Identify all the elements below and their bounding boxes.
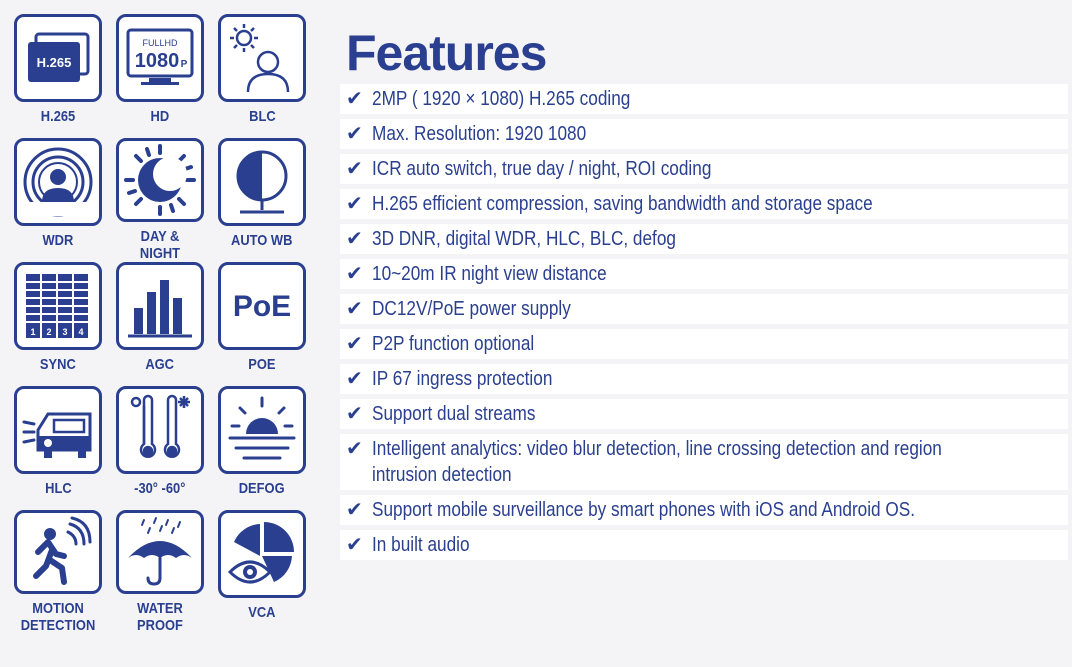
tile-label: HD (150, 108, 170, 125)
hd-p-text: P (180, 59, 188, 70)
checkmark-icon: ✔ (346, 123, 363, 145)
feature-text: H.265 efficient compression, saving bandwidth and storage space (372, 193, 873, 215)
feature-item (340, 84, 1068, 114)
wdr-person-waves-icon (14, 138, 102, 226)
checkmark-icon: ✔ (346, 438, 363, 460)
tile-label: VCA (248, 604, 276, 621)
checkmark-icon: ✔ (346, 403, 363, 425)
checkmark-icon: ✔ (346, 263, 363, 285)
feature-item (340, 259, 1068, 289)
sync-digit-2: 2 (46, 327, 52, 337)
checkmark-icon: ✔ (346, 298, 363, 320)
agc-bar-chart-icon (116, 262, 204, 350)
tile-hlc (12, 386, 104, 510)
checkmark-icon: ✔ (346, 228, 363, 250)
sync-digit-3: 3 (62, 327, 68, 337)
tile-label: AGC (145, 356, 175, 373)
features-title: Features (346, 25, 547, 81)
defog-sunrise-icon (218, 386, 306, 474)
sync-bars-icon (14, 262, 102, 350)
feature-text: Support mobile surveillance by smart phones with iOS and Android OS. (372, 499, 916, 521)
tile-label: DEFOG (239, 480, 285, 497)
feature-item (340, 399, 1068, 429)
tile-label: H.265 (40, 108, 76, 125)
sync-digit-1: 1 (30, 327, 36, 337)
tile-poe (216, 262, 308, 386)
h265-icon (14, 14, 102, 102)
tile-blc (216, 14, 308, 138)
checkmark-icon: ✔ (346, 499, 363, 521)
feature-text: ICR auto switch, true day / night, ROI coding (372, 158, 712, 180)
motion-running-person-icon (14, 510, 102, 594)
feature-item (340, 329, 1068, 359)
feature-item (340, 224, 1068, 254)
feature-text: 2MP ( 1920 × 1080) H.265 coding (372, 88, 631, 110)
tile-h265 (12, 14, 104, 138)
tile-hd (114, 14, 206, 138)
tile-label: MOTION DETECTION (20, 600, 96, 634)
features-panel (340, 22, 1068, 565)
checkmark-icon: ✔ (346, 88, 363, 110)
feature-text: 3D DNR, digital WDR, HLC, BLC, defog (372, 228, 676, 250)
tile-label: SYNC (40, 356, 76, 373)
feature-text: 10~20m IR night view distance (372, 263, 607, 285)
tile-label: DAY & NIGHT (139, 228, 181, 262)
feature-text: In built audio (372, 534, 470, 556)
feature-text: IP 67 ingress protection (372, 368, 553, 390)
feature-item (340, 434, 1068, 490)
hlc-car-headlight-icon (14, 386, 102, 474)
tile-label: WATER PROOF (137, 600, 183, 634)
auto-wb-icon (218, 138, 306, 226)
feature-text: Intelligent analytics: video blur detection, line crossing detection and region intrusion detection (372, 438, 942, 486)
water-proof-umbrella-icon (116, 510, 204, 594)
feature-text: Max. Resolution: 1920 1080 (372, 123, 587, 145)
tile-defog (216, 386, 308, 510)
temperature-thermometer-icon (116, 386, 204, 474)
checkmark-icon: ✔ (346, 158, 363, 180)
day-night-sun-moon-icon (116, 138, 204, 222)
tile-temperature (114, 386, 206, 510)
feature-item (340, 294, 1068, 324)
checkmark-icon: ✔ (346, 534, 363, 556)
feature-item (340, 364, 1068, 394)
tile-wdr (12, 138, 104, 262)
tile-label: AUTO WB (231, 232, 293, 249)
feature-item (340, 189, 1068, 219)
feature-item (340, 495, 1068, 525)
tile-label: -30° -60° (134, 480, 186, 497)
hd-monitor-icon (116, 14, 204, 102)
poe-icon-text: PoE (232, 290, 292, 323)
feature-icon-grid (12, 14, 308, 634)
feature-item (340, 119, 1068, 149)
feature-text: Support dual streams (372, 403, 536, 425)
tile-sync (12, 262, 104, 386)
hd-fullhd-text: FULLHD (142, 38, 178, 48)
checkmark-icon: ✔ (346, 368, 363, 390)
tile-agc (114, 262, 206, 386)
feature-text: P2P function optional (372, 333, 535, 355)
tile-label: HLC (44, 480, 72, 497)
tile-auto-wb (216, 138, 308, 262)
tile-vca (216, 510, 308, 634)
hd-1080-text: 1080 (134, 50, 180, 72)
blc-sun-person-icon (218, 14, 306, 102)
h265-badge-text: H.265 (36, 55, 72, 70)
tile-water-proof (114, 510, 206, 634)
feature-list (340, 84, 1068, 560)
checkmark-icon: ✔ (346, 193, 363, 215)
feature-item (340, 154, 1068, 184)
checkmark-icon: ✔ (346, 333, 363, 355)
tile-day-night (114, 138, 206, 262)
sync-digit-4: 4 (78, 327, 84, 337)
feature-item (340, 530, 1068, 560)
vca-pie-eye-icon (218, 510, 306, 598)
tile-label: WDR (42, 232, 74, 249)
poe-icon (218, 262, 306, 350)
tile-motion-detection (12, 510, 104, 634)
tile-label: POE (248, 356, 276, 373)
tile-label: BLC (248, 108, 276, 125)
feature-text: DC12V/PoE power supply (372, 298, 571, 320)
